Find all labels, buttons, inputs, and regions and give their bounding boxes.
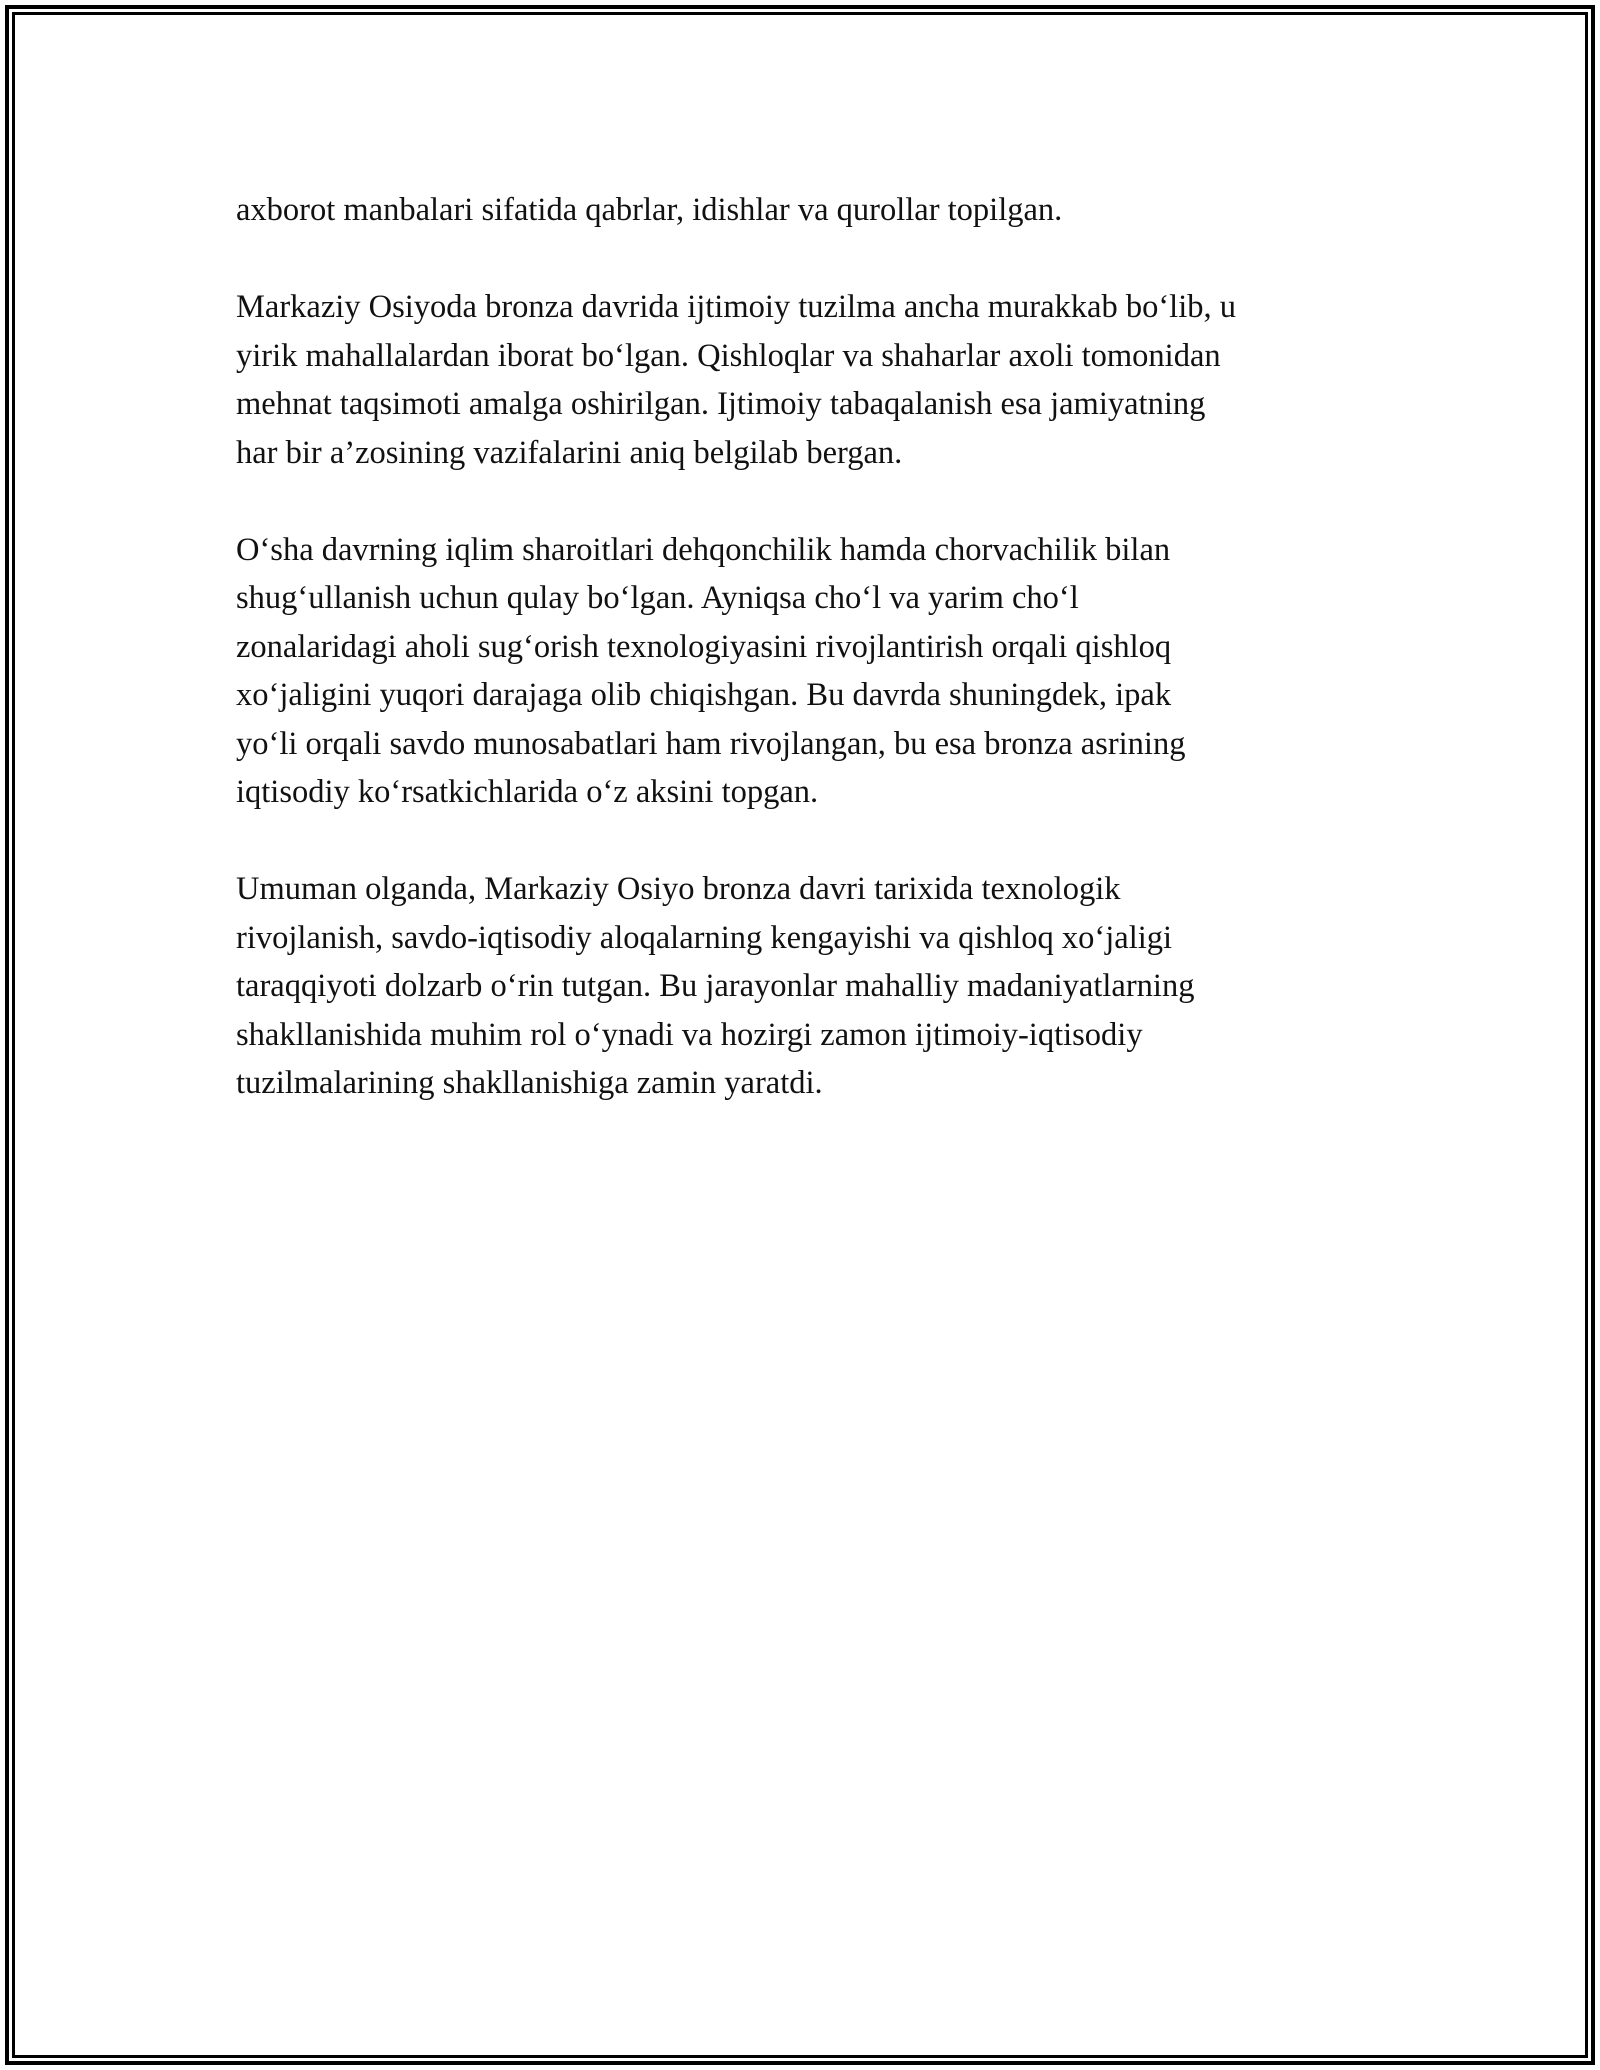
paragraph-1: axborot manbalari sifatida qabrlar, idishlar va qurollar topilgan. xyxy=(236,192,1063,228)
document-body xyxy=(236,186,1386,1156)
paragraph-3: O‘sha davrning iqlim sharoitlari dehqonchilik hamda chorvachilik bilan shug‘ullanish uchun qulay bo‘lgan. Ayniqsa cho‘l va yarim cho‘l zonalaridagi aholi sug‘orish texnologiyasini rivojlantirish orqali qishloq xo‘jaligini yuqori darajaga olib chiqishgan. Bu davrda shuningdek, ipak yo‘li orqali savdo munosabatlari ham rivojlangan, bu esa bronza asrining iqtisodiy ko‘rsatkichlarida o‘z aksini topgan. xyxy=(236,531,1186,810)
paragraph-2: Markaziy Osiyoda bronza davrida ijtimoiy tuzilma ancha murakkab bo‘lib, u yirik mahallalardan iborat bo‘lgan. Qishloqlar va shaharlar axoli tomonidan mehnat taqsimoti amalga oshirilgan. Ijtimoiy tabaqalanish esa jamiyatning har bir a’zosining vazifalarini aniq belgilab bergan. xyxy=(236,289,1236,471)
paragraph-4: Umuman olganda, Markaziy Osiyo bronza davri tarixida texnologik rivojlanish, savdo-iqtisodiy aloqalarning kengayishi va qishloq xo‘jaligi taraqqiyoti dolzarb o‘rin tutgan. Bu jarayonlar mahalliy madaniyatlarning shakllanishida muhim rol o‘ynadi va hozirgi zamon ijtimoiy-iqtisodiy tuzilmalarining shakllanishiga zamin yaratdi. xyxy=(236,871,1195,1101)
